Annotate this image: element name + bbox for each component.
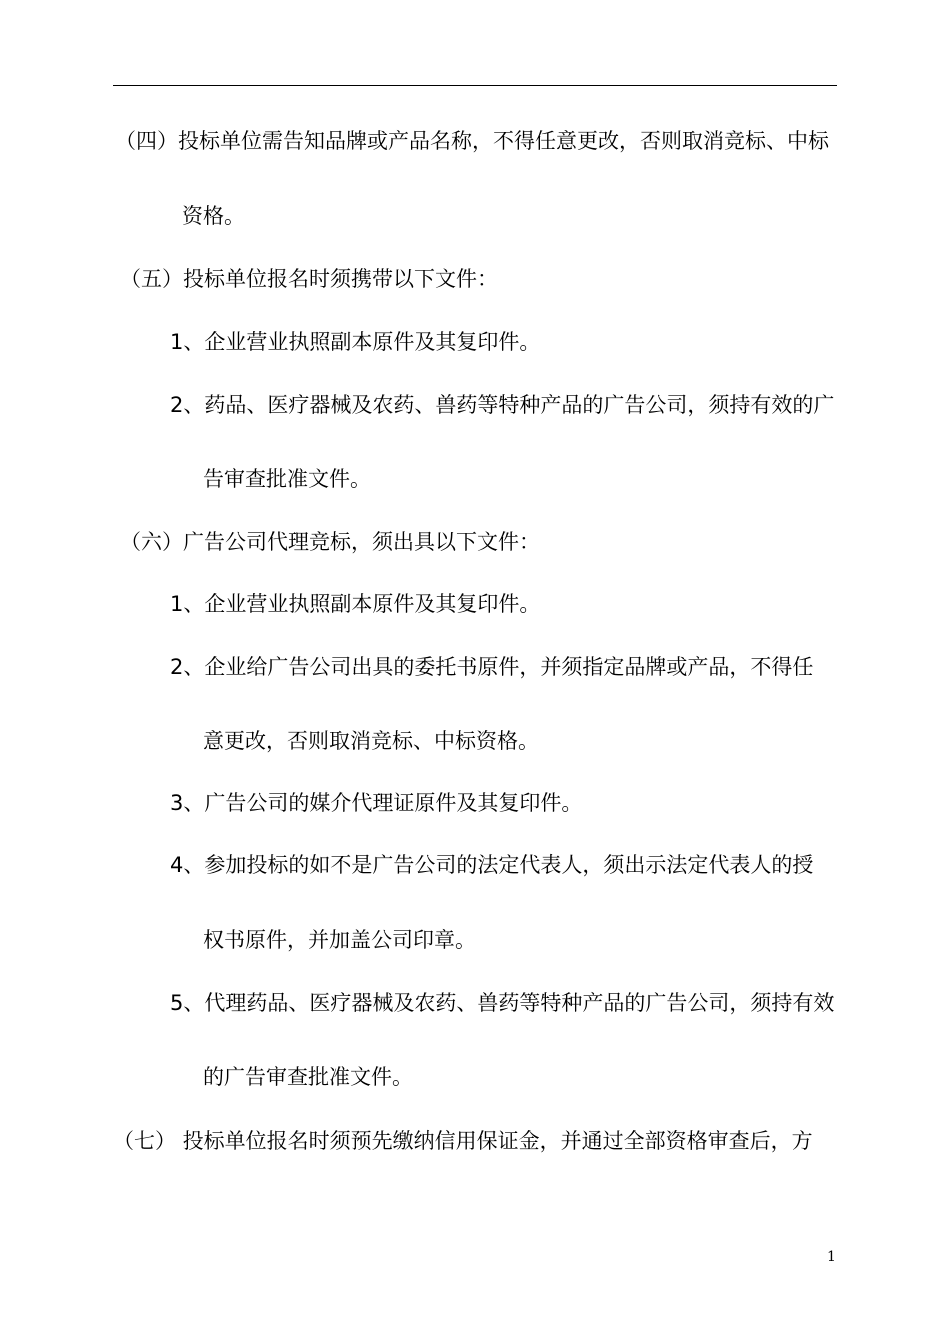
section-5-heading: （五）投标单位报名时须携带以下文件： bbox=[120, 267, 498, 291]
section-6-item-3: 3、广告公司的媒介代理证原件及其复印件。 bbox=[170, 791, 583, 815]
section-6-item-2-line-1: 2、企业给广告公司出具的委托书原件，并须指定品牌或产品，不得任 bbox=[170, 655, 814, 679]
header-rule bbox=[113, 85, 837, 86]
section-6-heading: （六）广告公司代理竞标，须出具以下文件： bbox=[120, 530, 540, 554]
page-number: 1 bbox=[827, 1249, 836, 1265]
section-7-line-1: （七） 投标单位报名时须预先缴纳信用保证金，并通过全部资格审查后，方 bbox=[113, 1129, 813, 1153]
section-6-item-2-line-2: 意更改，否则取消竞标、中标资格。 bbox=[203, 729, 539, 753]
section-4-line-1: （四）投标单位需告知品牌或产品名称，不得任意更改，否则取消竞标、中标 bbox=[115, 129, 829, 153]
section-6-item-4-line-2: 权书原件，并加盖公司印章。 bbox=[203, 928, 476, 952]
section-6-item-5-line-2: 的广告审查批准文件。 bbox=[203, 1065, 413, 1089]
section-6-item-1: 1、企业营业执照副本原件及其复印件。 bbox=[170, 592, 541, 616]
section-5-item-1: 1、企业营业执照副本原件及其复印件。 bbox=[170, 330, 541, 354]
section-4-line-2: 资格。 bbox=[182, 204, 245, 228]
section-5-item-2-line-1: 2、药品、医疗器械及农药、兽药等特种产品的广告公司，须持有效的广 bbox=[170, 393, 835, 417]
section-6-item-5-line-1: 5、代理药品、医疗器械及农药、兽药等特种产品的广告公司，须持有效 bbox=[170, 991, 835, 1015]
section-5-item-2-line-2: 告审查批准文件。 bbox=[203, 467, 371, 491]
section-6-item-4-line-1: 4、参加投标的如不是广告公司的法定代表人，须出示法定代表人的授 bbox=[170, 853, 814, 877]
